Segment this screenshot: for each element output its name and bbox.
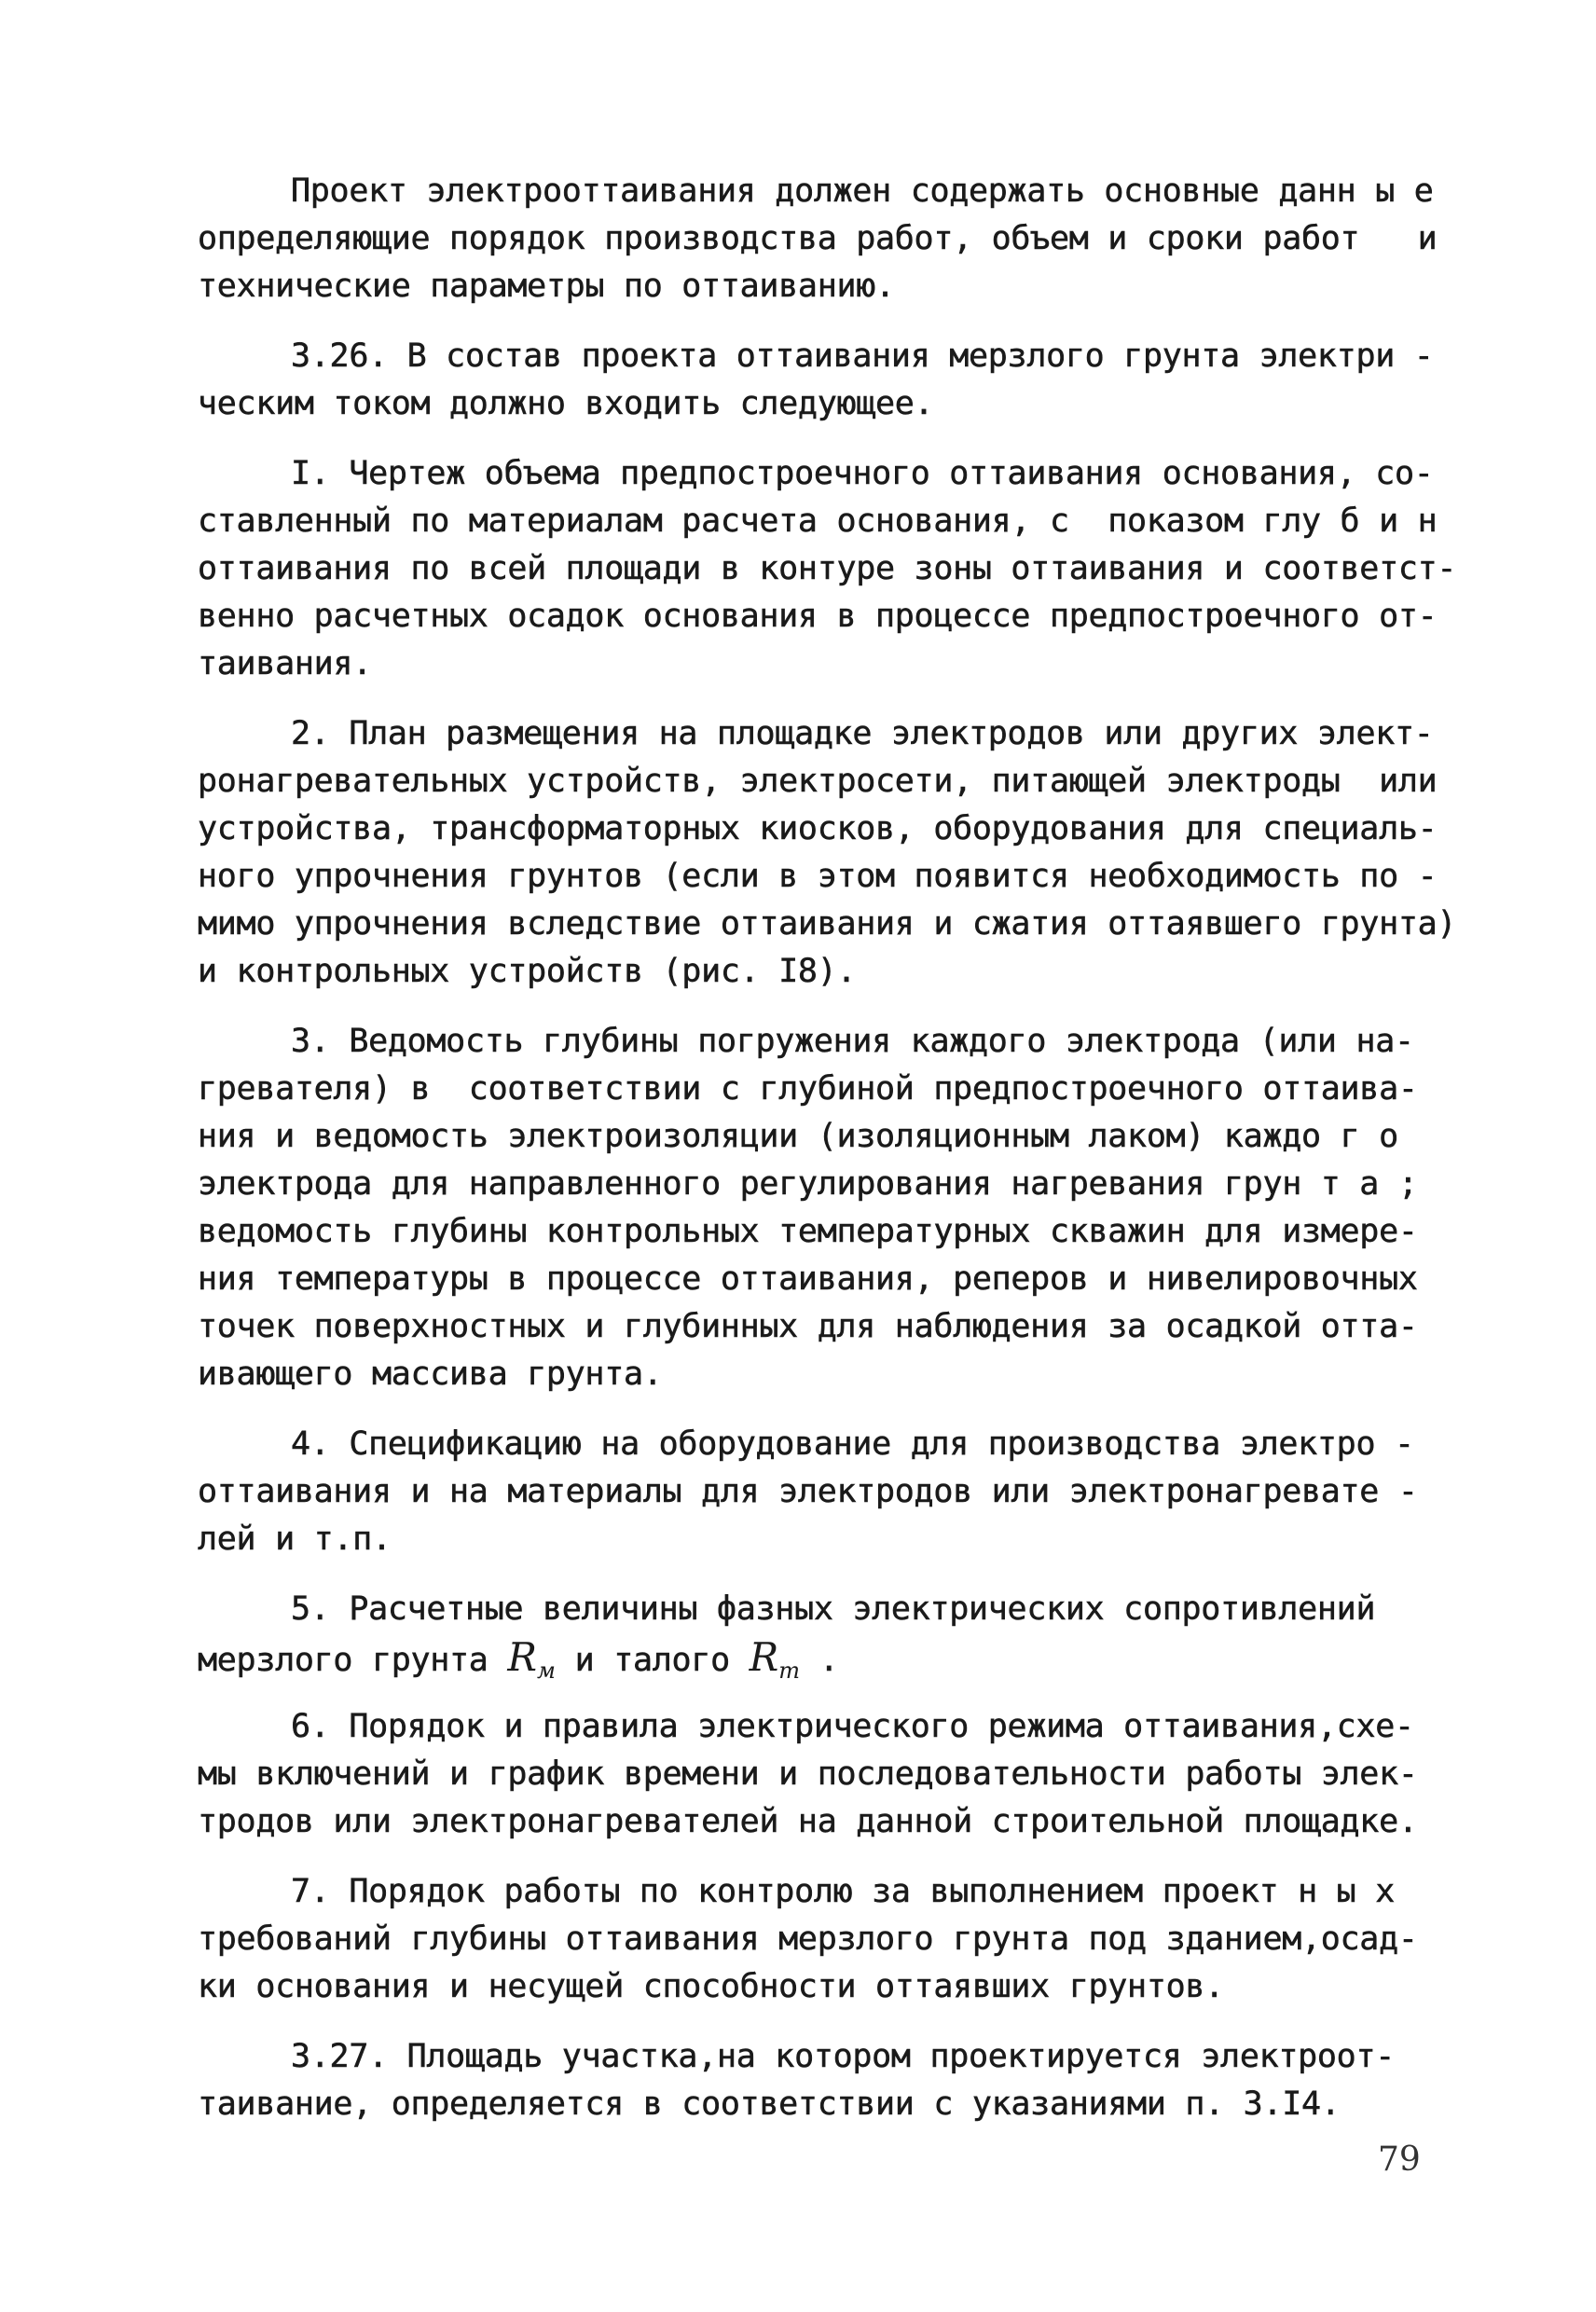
text-line: ного упрочнения грунтов (если в этом появится необходимость по - xyxy=(198,858,1438,895)
page-number: 79 xyxy=(1378,2140,1421,2179)
text-line: ческим током должно входить следующее. xyxy=(198,385,934,422)
text-line: определяющие порядок производства работ, объем и сроки работ и xyxy=(198,220,1438,257)
text-line: 5. Расчетные величины фазных электрических сопротивлений xyxy=(291,1590,1376,1628)
text-line: Проект электрооттаивания должен содержать основные данн ы е xyxy=(291,172,1434,210)
text-line-with-formula xyxy=(198,1633,1438,1684)
list-item-3 xyxy=(198,1018,1438,1398)
text-line: ния и ведомость электроизоляции (изоляционным лаком) каждо г о xyxy=(198,1118,1398,1155)
text-fragment: и талого xyxy=(555,1642,750,1679)
text-line: и контрольных устройств (рис. I8). xyxy=(198,953,857,990)
text-line: оттаивания по всей площади в контуре зоны оттаивания и соответст- xyxy=(198,550,1457,587)
symbol-r-thawed: $R_т$ xyxy=(749,1634,800,1684)
document-body xyxy=(198,168,1457,2151)
text-line: таивания. xyxy=(198,645,372,682)
text-line: ставленный по материалам расчета основания, с показом глу б и н xyxy=(198,502,1438,540)
paragraph-3-26 xyxy=(198,333,1438,428)
text-line: 3.27. Площадь участка,на котором проектируется электроот- xyxy=(291,2038,1395,2075)
text-line: 3. Ведомость глубины погружения каждого электрода (или на- xyxy=(291,1023,1414,1060)
text-line: ния температуры в процессе оттаивания, реперов и нивелировочных xyxy=(198,1260,1418,1298)
text-fragment: . xyxy=(800,1642,839,1679)
list-item-4 xyxy=(198,1421,1438,1563)
text-line: 4. Спецификацию на оборудование для производства электро - xyxy=(291,1425,1414,1463)
text-line: гревателя) в соответствии с глубиной предпостроечного оттаива- xyxy=(198,1070,1418,1108)
text-line: 3.26. В состав проекта оттаивания мерзлого грунта электри - xyxy=(291,337,1434,375)
text-line: требований глубины оттаивания мерзлого грунта под зданием,осад- xyxy=(198,1920,1418,1958)
text-line: ведомость глубины контрольных температурных скважин для измере- xyxy=(198,1213,1418,1250)
text-line: 6. Порядок и правила электрического режима оттаивания,схе- xyxy=(291,1708,1414,1745)
text-line: ки основания и несущей способности оттаявших грунтов. xyxy=(198,1968,1224,2005)
text-line: мы включений и график времени и последовательности работы элек- xyxy=(198,1755,1418,1793)
text-line: оттаивания и на материалы для электродов или электронагревате - xyxy=(198,1473,1418,1510)
text-fragment: мерзлого грунта xyxy=(198,1642,508,1679)
text-line: I. Чертеж объема предпостроечного оттаивания основания, со- xyxy=(291,455,1434,492)
text-line: ивающего массива грунта. xyxy=(198,1356,663,1393)
text-line: мимо упрочнения вследствие оттаивания и сжатия оттаявшего грунта) xyxy=(198,905,1457,943)
text-line: электрода для направленного регулирования нагревания грун т а ; xyxy=(198,1165,1418,1203)
text-line: лей и т.п. xyxy=(198,1521,392,1558)
paragraph-project-contents xyxy=(198,168,1438,310)
text-line: точек поверхностных и глубинных для наблюдения за осадкой отта- xyxy=(198,1308,1418,1345)
symbol-r-frozen: $R_м$ xyxy=(507,1634,556,1684)
list-item-1 xyxy=(198,450,1457,688)
text-line: тродов или электронагревателей на данной строительной площадке. xyxy=(198,1803,1418,1840)
text-line: ронагревательных устройств, электросети, питающей электроды или xyxy=(198,763,1438,800)
list-item-2 xyxy=(198,710,1457,996)
text-line: венно расчетных осадок основания в процессе предпостроечного от- xyxy=(198,598,1438,635)
text-line: 2. План размещения на площадке электродов или других элект- xyxy=(291,715,1434,752)
text-line: технические параметры по оттаиванию. xyxy=(198,268,895,305)
list-item-6 xyxy=(198,1703,1438,1846)
text-line: таивание, определяется в соответствии с указаниями п. 3.I4. xyxy=(198,2085,1341,2123)
text-line: 7. Порядок работы по контролю за выполнением проект н ы х xyxy=(291,1873,1395,1910)
list-item-7 xyxy=(198,1868,1438,2011)
list-item-5 xyxy=(198,1586,1438,1684)
paragraph-3-27 xyxy=(198,2033,1438,2128)
text-line: устройства, трансформаторных киосков, оборудования для специаль- xyxy=(198,810,1438,847)
